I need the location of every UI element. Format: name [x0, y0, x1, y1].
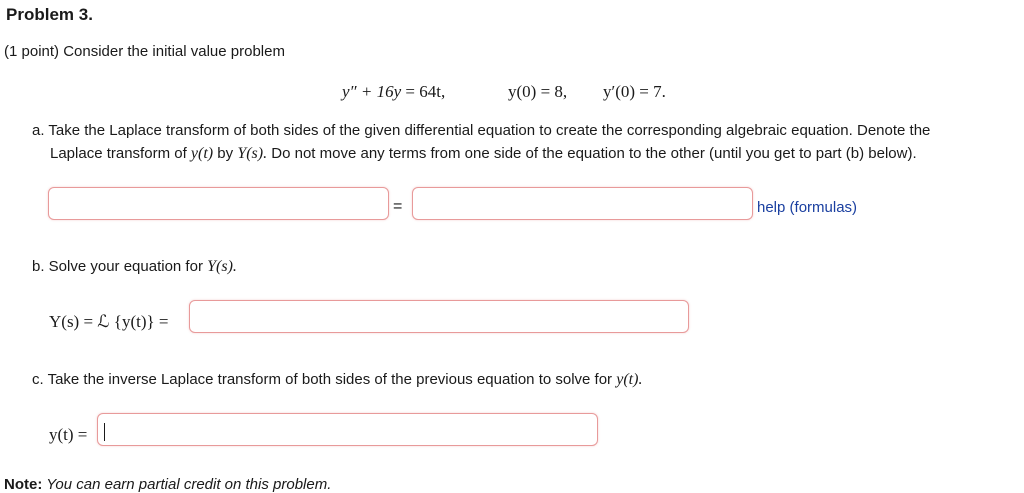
part-c-prompt — [32, 369, 642, 390]
part-c-var: y(t). — [616, 371, 643, 388]
initial-condition-1: y(0) = 8, — [508, 82, 568, 101]
part-c-lhs: y(t) = — [49, 425, 88, 444]
part-c-input[interactable] — [98, 414, 597, 445]
part-a-line-2 — [50, 143, 917, 164]
part-a-by: by — [217, 145, 234, 162]
initial-condition-2: y′(0) = 7. — [603, 82, 666, 101]
part-a-line2-prefix: Laplace transform of — [50, 145, 187, 162]
ode-lhs: y″ + 16y — [342, 82, 402, 101]
problem-intro: (1 point) Consider the initial value problem — [4, 43, 285, 60]
partial-credit-note — [4, 476, 331, 493]
part-c-box[interactable] — [97, 413, 598, 446]
part-b-box[interactable] — [189, 300, 689, 333]
part-a-right-box[interactable] — [412, 187, 753, 220]
part-a-Ys: Y(s). — [237, 145, 268, 162]
part-a-equals: = — [393, 198, 403, 215]
problem-title: Problem 3. — [6, 5, 93, 24]
help-formulas-link[interactable]: help (formulas) — [757, 199, 858, 216]
part-b-input[interactable] — [190, 301, 688, 332]
note-label: Note: — [4, 476, 43, 493]
part-b-text: b. Solve your equation for — [32, 258, 203, 275]
text-cursor — [104, 423, 105, 441]
ode-equals: = — [405, 82, 420, 101]
part-a-left-box[interactable] — [48, 187, 389, 220]
part-a-yt: y(t) — [190, 145, 214, 162]
part-a-left-input[interactable] — [49, 188, 388, 219]
ode-equation — [342, 82, 445, 102]
part-b-prompt — [32, 256, 237, 277]
ode-rhs: 64t, — [419, 82, 446, 101]
part-a-right-input[interactable] — [413, 188, 752, 219]
part-a-line-1: a. Take the Laplace transform of both sides of the given differential equation to create the corresponding algebraic equation. Denote the — [32, 122, 931, 139]
part-c-text: c. Take the inverse Laplace transform of both sides of the previous equation to solve for — [32, 371, 613, 388]
note-text: You can earn partial credit on this problem. — [42, 476, 332, 493]
part-a-line2-suffix: Do not move any terms from one side of the equation to the other (until you get to part (b) below). — [271, 145, 917, 162]
part-b-var: Y(s). — [207, 258, 237, 275]
part-b-lhs: Y(s) = ℒ {y(t)} = — [49, 312, 169, 331]
